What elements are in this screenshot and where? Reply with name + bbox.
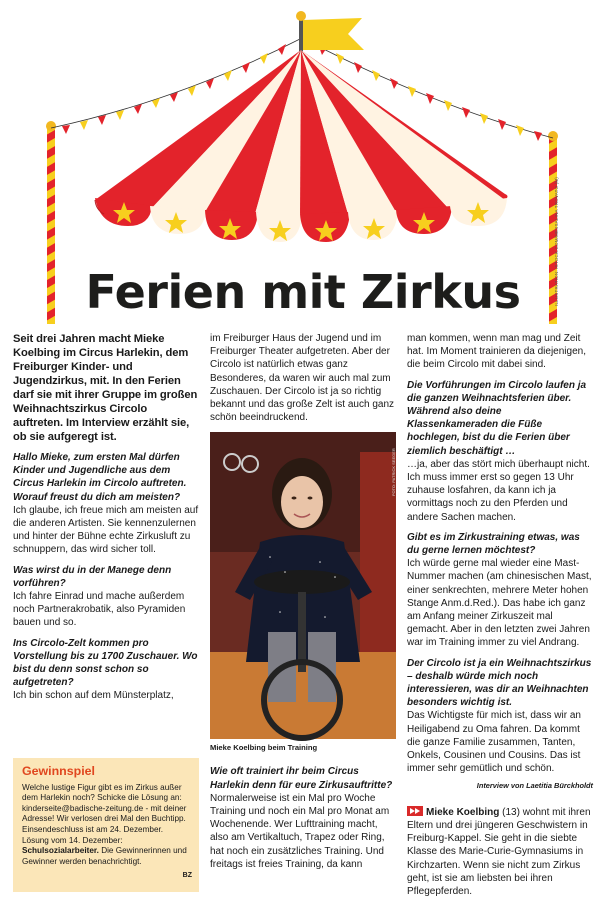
gewinnspiel-box [13, 758, 199, 892]
interview-signature: Interview von Laetitia Bürckholdt [476, 780, 593, 790]
fast-forward-icon [407, 806, 423, 816]
answer-3-continued: im Freiburger Haus der Jugend und im Freiburger Theater aufgetreten. Aber der Circolo ist natürlich etwas ganz Besonderes, da waren wir auch mal zum Zuschauen. Der Circolo ist ja so richtig bekannt und das große Zelt ist auch ganz schön beeindruckend. [210, 333, 395, 424]
photo-caption: Mieke Koelbing beim Training [210, 743, 318, 753]
gewinnspiel-text [22, 783, 192, 868]
photo-mieke-unicycle [210, 432, 396, 739]
question-4: Wie oft trainiert ihr beim Circus Harlekin denn für eure Zirkusauftritte? [210, 766, 393, 791]
answer-4-continued: man kommen, wenn man mag und Zeit hat. Im Moment trainieren da diejenigen, die beim Circolo mit dabei sind. [407, 333, 586, 371]
answer-6: Ich würde gerne mal wieder eine Mast-Nummer machen (am chinesischen Mast, einer senkrechten, mehrere Meter hohen Stange Anm.d.Red.). Das habe ich ganz am Anfang meiner Zirkuszeit mal gemacht. Aber in den letzten zwei Jahren war im Training immer zu viel Andrang. [407, 558, 592, 649]
photo-illustration [210, 432, 396, 739]
tent-roof [95, 50, 508, 216]
bio-name: Mieke Koelbing [426, 806, 500, 818]
gewinnspiel-solution: Schulsozialarbeiter. [22, 846, 99, 856]
gewinnspiel-title: Gewinnspiel [22, 764, 95, 778]
column-2 [210, 332, 396, 871]
answer-7: Das Wichtigste für mich ist, dass wir an Heiligabend zu Oma fahren. Da kommt die ganze Familie zusammen, Tanten, Onkels, Cousinen und Cousins. Das ist immer sehr gemütlich und schön. [407, 710, 581, 775]
question-5: Die Vorführungen im Circolo laufen ja die ganzen Weihnachtsferien über. Während also deine Klassenkameraden die Füße hochlegen, bist du die Ferien über ziemlich beschäftigt … [407, 379, 587, 457]
lead-paragraph: Seit drei Jahren macht Mieke Koelbing im Circus Harlekin, dem Freiburger Kinder- und Jugendzirkus, mit. In den Ferien darf sie mit ihrer Gruppe im großen Weihnachtszirkus Circolo auftreten. Im Interview erzählt sie, ob sie aufgeregt ist. [13, 333, 198, 443]
question-6: Gibt es im Zirkustraining etwas, was du gerne lernen möchtest? [407, 531, 580, 557]
column-3 [407, 332, 593, 898]
page-headline: Ferien mit Zirkus [85, 265, 521, 319]
question-1: Hallo Mieke, zum ersten Mal dürfen Kinder und Jugendliche aus dem Circus Harlekin im Circolo auftreten. Worauf freust du dich am meisten? [13, 452, 187, 503]
answer-1: Ich glaube, ich freue mich am meisten auf die anderen Artisten. Sie kennenzulernen und hinter der Bühne echte Zirkusluft zu schnuppern, das wird sicher toll. [13, 504, 199, 556]
column-1 [13, 332, 199, 703]
answer-2: Ich fahre Einrad und mache außerdem noch Partnerakrobatik, also Pyramiden bauen und so. [13, 591, 186, 629]
answer-5: …ja, aber das stört mich überhaupt nicht. Ich muss immer erst so gegen 13 Uhr zuhause losfahren, da kann ich ja vormittags noch zu den Pferden und andere Sachen machen. [407, 458, 590, 523]
circus-tent-illustration [0, 0, 606, 268]
illustration-credit: ILLUSTRATION: ISTOCK.COM/MESSALINA TROVATO (M) [554, 177, 559, 306]
question-3: Ins Circolo-Zelt kommen pro Vorstellung bis zu 1700 Zuschauer. Wo bist du denn sonst schon so aufgetreten? [13, 637, 198, 689]
gewinnspiel-tag: BZ [182, 872, 192, 880]
bio-text: (13) wohnt mit ihren Eltern und drei jüngeren Geschwistern in Freiburg-Kappel. Sie geht in die siebte Klasse des Marie-Curie-Gymnasiums in Kirchzarten. Wenn sie nicht zum Zirkus geht, ist sie am liebsten bei ihren Pflegepferden. [407, 806, 591, 897]
gewinnspiel-question: Welche lustige Figur gibt es im Zirkus außer dem Harlekin noch? Schicke die Lösung an: kinderseite@badische-zeitung.de - mit deiner Adresse! Wir verlosen drei Mal den Buchtipp. Einsendeschluss ist am 24. Dezember. Lösung vom 14. Dezember: [22, 782, 187, 845]
question-7: Der Circolo ist ja ein Weihnachtszirkus – deshalb würde mich noch interessieren, was dir an Weihnachten besonders wichtig ist. [407, 657, 592, 709]
photo-credit: FOTO: PATRICK SEEGER [391, 448, 396, 497]
gewinnspiel-closing: Die Gewinnerinnen und Gewinner werden benachrichtigt. [22, 846, 187, 866]
answer-3-start: Ich bin schon auf dem Münsterplatz, [13, 690, 174, 702]
question-2: Was wirst du in der Manege denn vorführen? [13, 564, 172, 589]
bio-box [407, 806, 593, 898]
answer-4-start: Normalerweise ist ein Mal pro Woche Training und noch ein Mal pro Monat am Wochenende. Wer Lufttraining macht, also am Vertikaltuch, Trapez oder Ring, hat noch ein zusätzliches Training. Und freitags ist freies Training, da kann [210, 792, 390, 870]
